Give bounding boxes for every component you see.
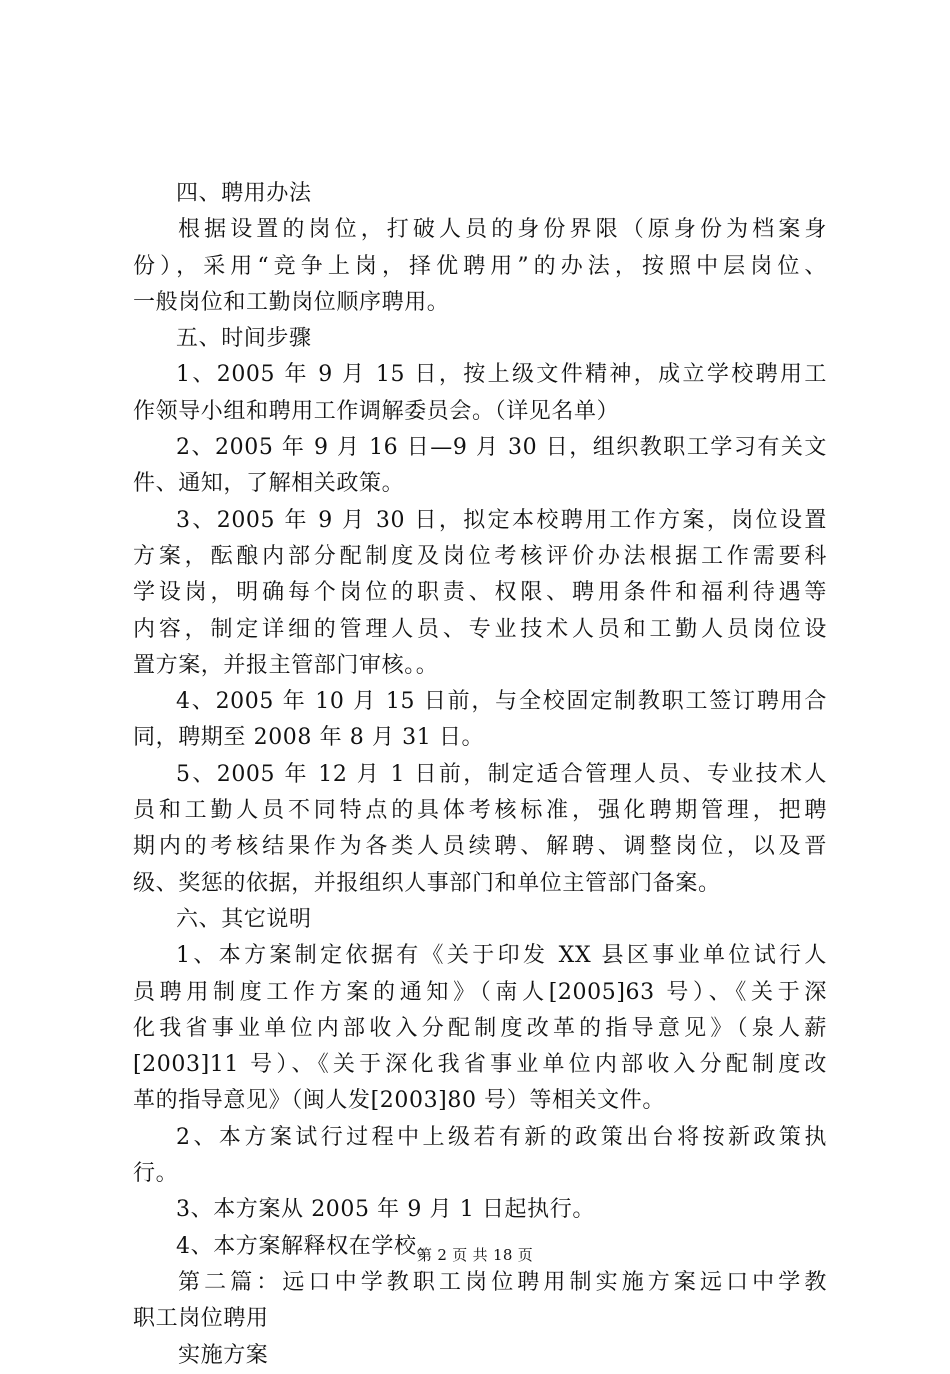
paragraph-line: 置方案，并报主管部门审核。。 (133, 652, 439, 678)
paragraph-line: 化我省事业单位内部收入分配制度改革的指导意见》（泉人薪 (133, 1015, 827, 1041)
chapter-heading-2: 第二篇：远口中学教职工岗位聘用制实施方案远口中学教 (178, 1269, 827, 1295)
document-body (133, 176, 827, 1374)
paragraph-line: 作领导小组和聘用工作调解委员会。（详见名单） (133, 398, 620, 424)
paragraph-line: 学设岗，明确每个岗位的职责、权限、聘用条件和福利待遇等 (133, 580, 827, 606)
paragraph-line: 份），采用“竞争上岗，择优聘用”的办法，按照中层岗位、 (133, 253, 827, 279)
paragraph-line: 内容，制定详细的管理人员、专业技术人员和工勤人员岗位设 (133, 616, 827, 642)
page-footer: 第 2 页 共 18 页 (416, 1246, 534, 1264)
paragraph-line: [2003]11 号）、《关于深化我省事业单位内部收入分配制度改 (133, 1052, 827, 1078)
chapter-subtitle: 实施方案 (178, 1342, 269, 1368)
paragraph-line: 一般岗位和工勤岗位顺序聘用。 (133, 289, 450, 315)
section-heading-4: 四、聘用办法 (176, 181, 312, 206)
paragraph-line: 5、2005 年 12 月 1 日前，制定适合管理人员、专业技术人 (176, 761, 827, 787)
paragraph-line: 2、2005 年 9 月 16 日—9 月 30 日，组织教职工学习有关文 (176, 435, 827, 461)
paragraph-line: 4、2005 年 10 月 15 日前，与全校固定制教职工签订聘用合 (176, 689, 827, 715)
paragraph-line: 行。 (133, 1161, 179, 1187)
paragraph-line: 方案，酝酿内部分配制度及岗位考核评价办法根据工作需要科 (133, 543, 827, 569)
paragraph-line: 4、本方案解释权在学校。 (176, 1233, 440, 1259)
paragraph-line: 员和工勤人员不同特点的具体考核标准，强化聘期管理，把聘 (133, 798, 827, 824)
chapter-heading-2-cont: 职工岗位聘用 (133, 1306, 269, 1332)
paragraph-line: 1、2005 年 9 月 15 日，按上级文件精神，成立学校聘用工 (176, 362, 827, 388)
paragraph-line: 级、奖惩的依据，并报组织人事部门和单位主管部门备案。 (133, 870, 721, 896)
section-heading-5: 五、时间步骤 (176, 326, 312, 352)
paragraph-line: 3、2005 年 9 月 30 日，拟定本校聘用工作方案，岗位设置 (176, 507, 827, 533)
paragraph-line: 2、本方案试行过程中上级若有新的政策出台将按新政策执 (176, 1124, 827, 1150)
paragraph-line: 1、本方案制定依据有《关于印发 XX 县区事业单位试行人 (176, 943, 827, 969)
paragraph-line: 根据设置的岗位，打破人员的身份界限（原身份为档案身 (178, 217, 827, 243)
paragraph-line: 员聘用制度工作方案的通知》（南人[2005]63 号）、《关于深 (133, 979, 827, 1005)
paragraph-line: 件、通知，了解相关政策。 (133, 471, 405, 497)
paragraph-line: 3、本方案从 2005 年 9 月 1 日起执行。 (176, 1197, 595, 1223)
paragraph-line: 革的指导意见》（闽人发[2003]80 号）等相关文件。 (133, 1088, 665, 1114)
section-heading-6: 六、其它说明 (176, 906, 312, 932)
paragraph-line: 同，聘期至 2008 年 8 月 31 日。 (133, 725, 485, 751)
paragraph-line: 期内的考核结果作为各类人员续聘、解聘、调整岗位，以及晋 (133, 834, 827, 860)
